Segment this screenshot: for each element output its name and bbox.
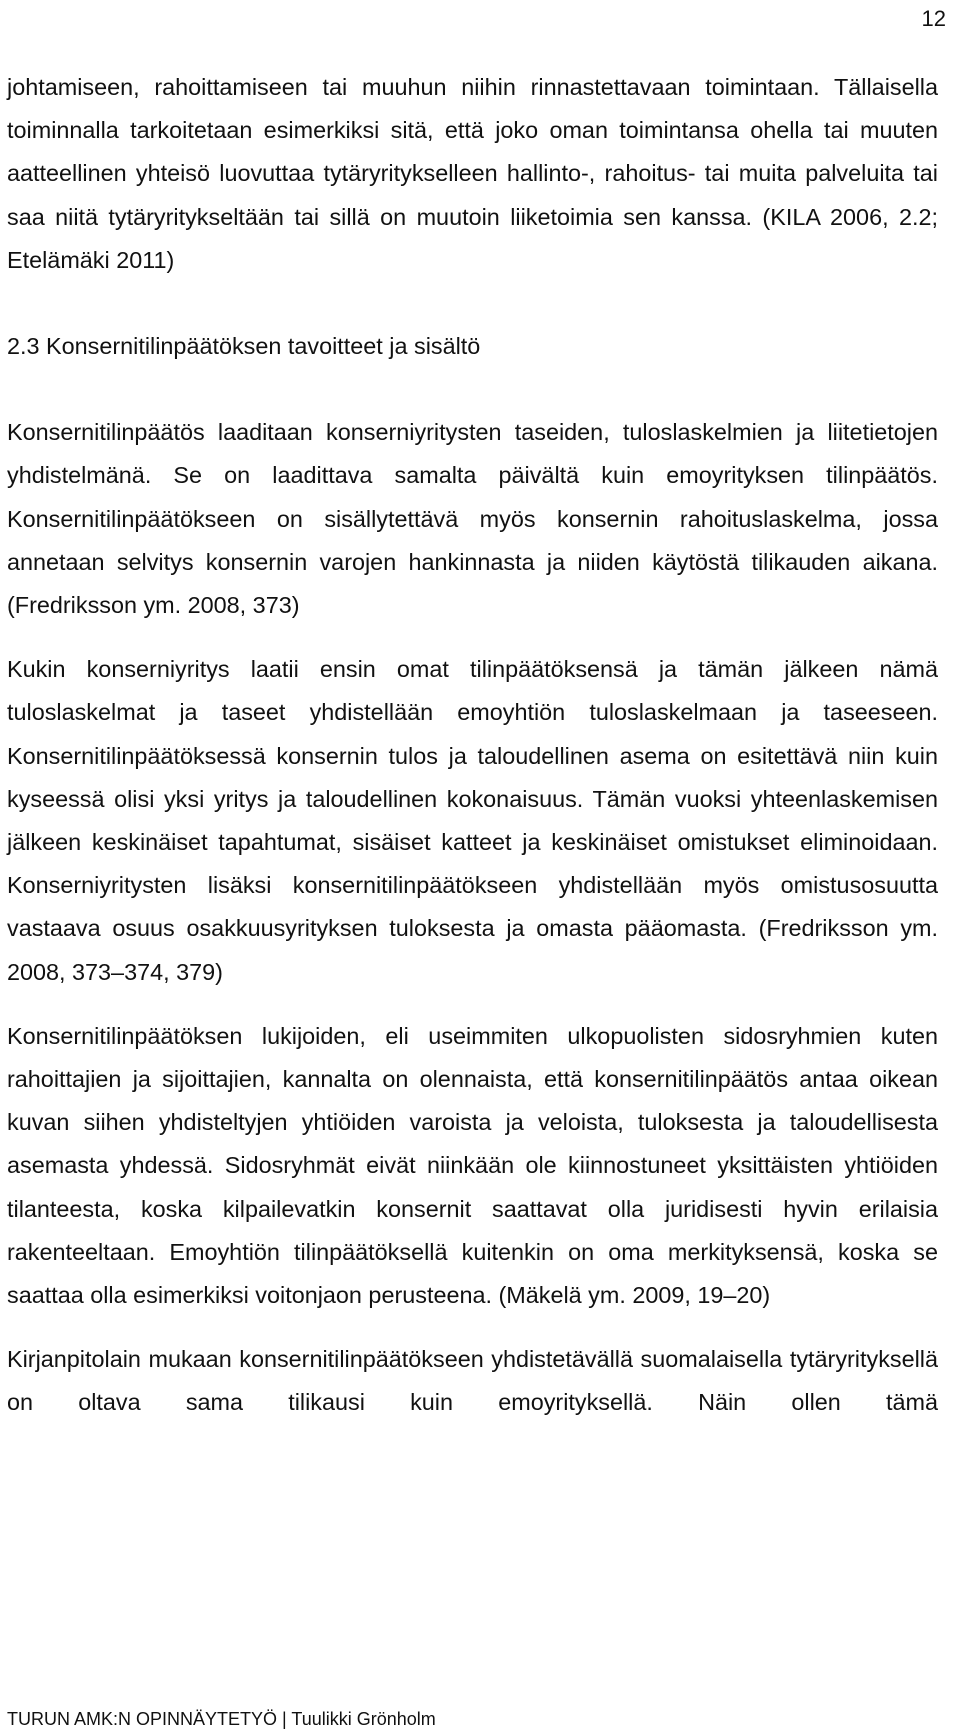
section-heading: 2.3 Konsernitilinpäätöksen tavoitteet ja sisältö	[7, 333, 481, 360]
paragraph-consolidation: Kukin konserniyritys laatii ensin omat tilinpäätöksensä ja tämän jälkeen nämä tuloslaskelmat ja taseet yhdistellään emoyhtiön tuloslaskelmaan ja taseeseen. Konsernitilinpäätöksessä konsernin tulos ja taloudellinen asema on esitettävä niin kuin kyseessä olisi yksi yritys ja taloudellinen kokonaisuus. Tämän vuoksi yhteenlaskemisen jälkeen keskinäiset tapahtumat, sisäiset katteet ja keskinäiset omistukset eliminoidaan. Konserniyritysten lisäksi konsernitilinpäätökseen yhdistellään myös omistusosuutta vastaava osuus osakkuusyrityksen tuloksesta ja omasta pääomasta. (Fredriksson ym. 2008, 373–374, 379)	[7, 656, 938, 985]
paragraph-readers: Konsernitilinpäätöksen lukijoiden, eli useimmiten ulkopuolisten sidosryhmien kuten rahoittajien ja sijoittajien, kannalta on olennaista, että konsernitilinpäätös antaa oikean kuvan siihen yhdisteltyjen yhtiöiden varoista ja veloista, tuloksesta ja taloudellisesta asemasta yhdessä. Sidosryhmät eivät niinkään ole kiinnostuneet yksittäisten yhtiöiden tilanteesta, koska kilpailevatkin konsernit saattavat olla juridisesti hyvin erilaisia rakenteeltaan. Emoyhtiön tilinpäätöksellä kuitenkin on oma merkityksensä, koska se saattaa olla esimerkiksi voitonjaon perusteena. (Mäkelä ym. 2009, 19–20)	[7, 1022, 938, 1309]
page-number: 12	[921, 6, 946, 31]
document-body	[7, 66, 938, 1425]
page-footer: TURUN AMK:N OPINNÄYTETYÖ | Tuulikki Grönholm	[7, 1709, 436, 1729]
paragraph-accounting-act: Kirjanpitolain mukaan konsernitilinpäätökseen yhdistetävällä suomalaisella tytäryrityksellä on oltava sama tilikausi kuin emoyrityksellä. Näin ollen tämä	[7, 1346, 938, 1416]
paragraph-intro: johtamiseen, rahoittamiseen tai muuhun niihin rinnastettavaan toimintaan. Tällaisella toiminnalla tarkoitetaan esimerkiksi sitä, että joko oman toimintansa ohella tai muuten aatteellinen yhteisö luovuttaa tytäryritykselleen hallinto-, rahoitus- tai muita palveluita tai saa niitä tytäryritykseltään tai sillä on muutoin liiketoimia sen kanssa. (KILA 2006, 2.2; Etelämäki 2011)	[7, 74, 938, 273]
paragraph-definition: Konsernitilinpäätös laaditaan konserniyritysten taseiden, tuloslaskelmien ja liitetietojen yhdistelmänä. Se on laadittava samalta päivältä kuin emoyrityksen tilinpäätös. Konsernitilinpäätökseen on sisällytettävä myös konsernin rahoituslaskelma, jossa annetaan selvitys konsernin varojen hankinnasta ja niiden käytöstä tilikauden aikana. (Fredriksson ym. 2008, 373)	[7, 419, 938, 619]
